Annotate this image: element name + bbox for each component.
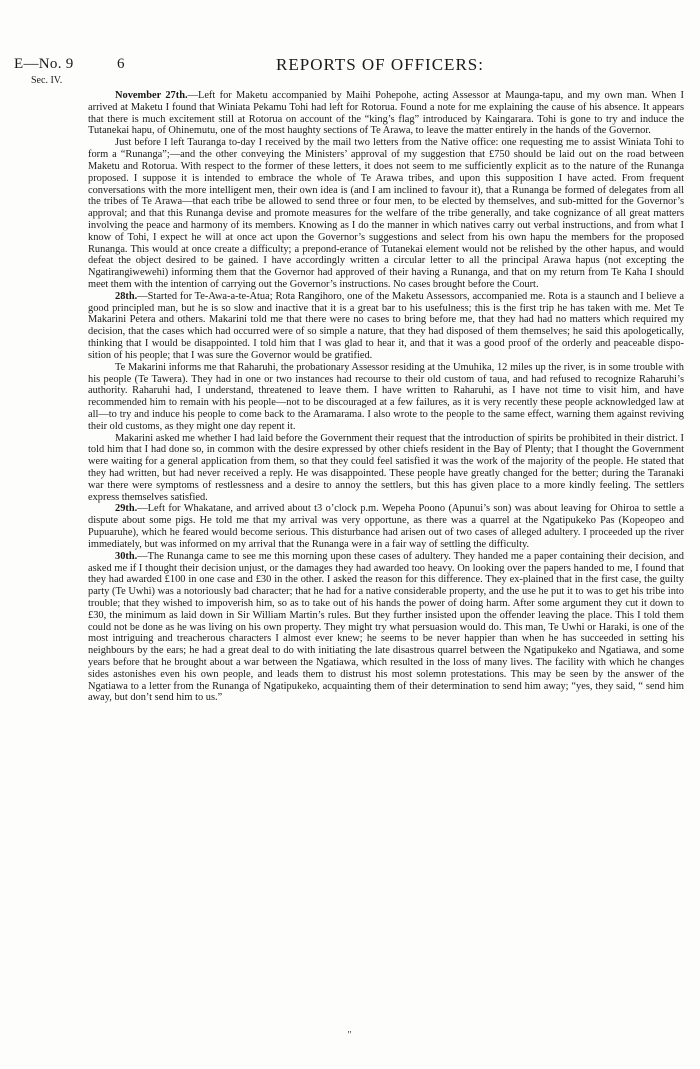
paragraph	[88, 362, 684, 433]
paragraph-text: Makarini asked me whether I had laid before the Government their request that the introduction of spirits be prohibited in their district. I told him that I had done so, in common with the desire expressed by other chiefs resident in the Bay of Plenty; that I thought the Government were waiting for a general application from them, so that they could feel satisfied it was the work of the majority of the people. He stated that they had written, but had never received a reply. He was disappointed. These people have greatly changed for the better; during the Taranaki war there were symptoms of restlessness and a desire to annoy the settlers, but this has given place to a more kindly feeling. The settlers express themselves satisfied.	[88, 432, 684, 503]
paragraph	[88, 503, 684, 550]
paragraph-date: November 27th.	[115, 90, 188, 101]
page-number: 6	[117, 56, 125, 72]
report-body	[88, 90, 684, 704]
paragraph	[88, 137, 684, 291]
paragraph-date: 28th.	[115, 290, 138, 302]
paragraph	[88, 551, 684, 705]
paragraph-text: —Left for Whakatane, and arrived about t3 o’clock p.m. Wepeha Poono (Apunui’s son) was about leaving for Ohiroa to settle a dispute about some pigs. He told me that my arrival was very opportune, as there was a quarrel at the Ngatipukeko Pas (Kopeopeo and Pupuaruhe), which he feared would become serious. This disturbance had arisen out of two cases of alleged adultery. I proceeded up the river immediately, but was informed on my arrival that the Runanga were in a fair way of settling the difficulty.	[88, 503, 684, 550]
section-label: Sec. IV.	[31, 75, 63, 86]
paragraph-text: —Started for Te-Awa-a-te-Atua; Rota Rangihoro, one of the Maketu Assessors, accompanied me. Rota is a staunch and I believe a good principled man, but he is so slow and inactive that it is a great bar to his usefulness; this is the first trip he has taken with me. Met Te Makarini Petera and others. Makarini told me that there were no cases to bring before me, that they had had no matters which required my decision, that the cases which had occurred were of so simple a nature, that they had disposed of them themselves; he said this apologetically, thinking that I would be disappointed. I told him that I was glad to hear it, and that it was a good proof of the orderly and peaceable dispo-sition of his people; that I was sure the Governor would be gratified.	[88, 290, 684, 361]
footer-mark: "	[347, 1030, 353, 1041]
paragraph	[88, 433, 684, 504]
page-title: REPORTS OF OFFICERS:	[276, 55, 484, 74]
paragraph-date: 29th.	[115, 503, 138, 515]
paragraph	[88, 90, 684, 137]
paragraph-date: 30th.	[115, 550, 138, 562]
paragraph-text: Te Makarini informs me that Raharuhi, the probationary Assessor residing at the Umuhika, 12 miles up the river, is in some trouble with his people (Te Tawera). They had in one or two instances had recourse to their old custom of taua, and had refused to recognize Raharuhi’s authority. Raharuhi had, I understand, threatened to leave them. I have written to Raharuhi, as I have not time to visit him, and have recommended him to remain with his people—not to be discouraged at a few failures, as it is very recently these people acknowledged law at all—to try and induce his people to come back to the Aramarama. I also wrote to the people to the same effect, warning them against reviving their old customs, as they might one day repent it.	[88, 361, 684, 432]
document-reference: E—No. 9	[14, 56, 74, 72]
paragraph-text: —Left for Maketu accompanied by Maihi Pohepohe, acting Assessor at Maunga-tapu, and my own man. When I arrived at Maketu I found that Winiata Pekamu Tohi had left for Rotorua. Found a note for me explaining the cause of his absence. It appears that there is much excitement still at Rotorua on account of the “king’s flag” introduced by Kaingarara. Tohi is gone to try and induce the Tutanekai hapu, of Ohinemutu, one of the most haughty sections of Te Arawa, to leave the matter entirely in the hands of the Governor.	[88, 90, 684, 137]
paragraph-text: —The Runanga came to see me this morning upon these cases of adultery. They handed me a paper containing their decision, and asked me if I thought their decision unjust, or the damages they had awarded too heavy. On looking over the papers handed to me, I found that they had awarded £100 in one case and £30 in the other. I asked the reason for this difference. They ex-plained that in the first case, the guilty party (Te Uwhi) was a notoriously bad character; that he had for a native considerable property, and the use he put it to was to get his tribe into trouble; that they wished to impoverish him, so as to take out of his hands the power of doing harm. After some argument they cut it down to £30, the minimum as laid down in Sir William Martin’s rules. But they further insisted upon the offender leaving the place. This I told them could not be done as he was living on his own property. They might try what persuasion would do. This man, Te Uwhi or Haraki, is one of the most intriguing and treacherous characters I almost ever knew; he seems to be never happier than when he has succeeded in setting his neighbours by the ears; he had a great deal to do with initiating the late disastrous quarrel between the Ngatipukeko and Ngatiawa, and some years before that he brought about a war between the Ngatiawa, which resulted in the loss of many lives. The facility with which he changes sides astonishes even his own people, and leads them to distrust his most solemn protestations. This may be seen by the answer of the Ngatiawa to a letter from the Runanga of Ngatipukeko, acquainting them of their determination to send him away; “yes, they said, “ send him away, but don’t send him to us.”	[88, 550, 684, 704]
paragraph	[88, 291, 684, 362]
paragraph-text: Just before I left Tauranga to-day I received by the mail two letters from the Native office: one requesting me to assist Winiata Tohi to form a “Runanga”;—and the other conveying the Ministers’ approval of my suggestion that £750 should be laid out on the road between Maketu and Rotorua. With respect to the former of these letters, it does not seem to me sufficiently explicit as to the nature of the Runanga proposed. I suppose it is intended to embrace the whole of Te Arawa tribes, and upon this supposition I have acted. From frequent conversations with the more intelligent men, their own idea is (and I am inclined to favour it), that a Runanga be formed of delegates from all the tribes of Te Arawa—that each tribe be allowed to send three or four men, to be elected by themselves, and sub-mitted for the Governor’s approval; and that this Runanga devise and promote measures for the welfare of the tribe generally, and take cognizance of all great matters involving the peace and harmony of its members. Knowing as I do the manner in which natives carry out verbal instructions, and from what I know of Tohi, I expect he will at once act upon the Governor’s suggestions and select from his own hapu the members for the proposed Runanga. This would at once create a difficulty; a prepond-erance of Tutanekai element would not be relished by the other hapus, and would defeat the object desired to be gained. I have accordingly written a circular letter to all the principal Arawa hapus (not excepting the Ngatirangiwewehi) informing them that the Governor had approved of their having a Runanga, and that on my return from Te Kaha I should meet them with the intention of carrying out the Governor’s instructions. No cases brought before the Court.	[88, 137, 684, 290]
